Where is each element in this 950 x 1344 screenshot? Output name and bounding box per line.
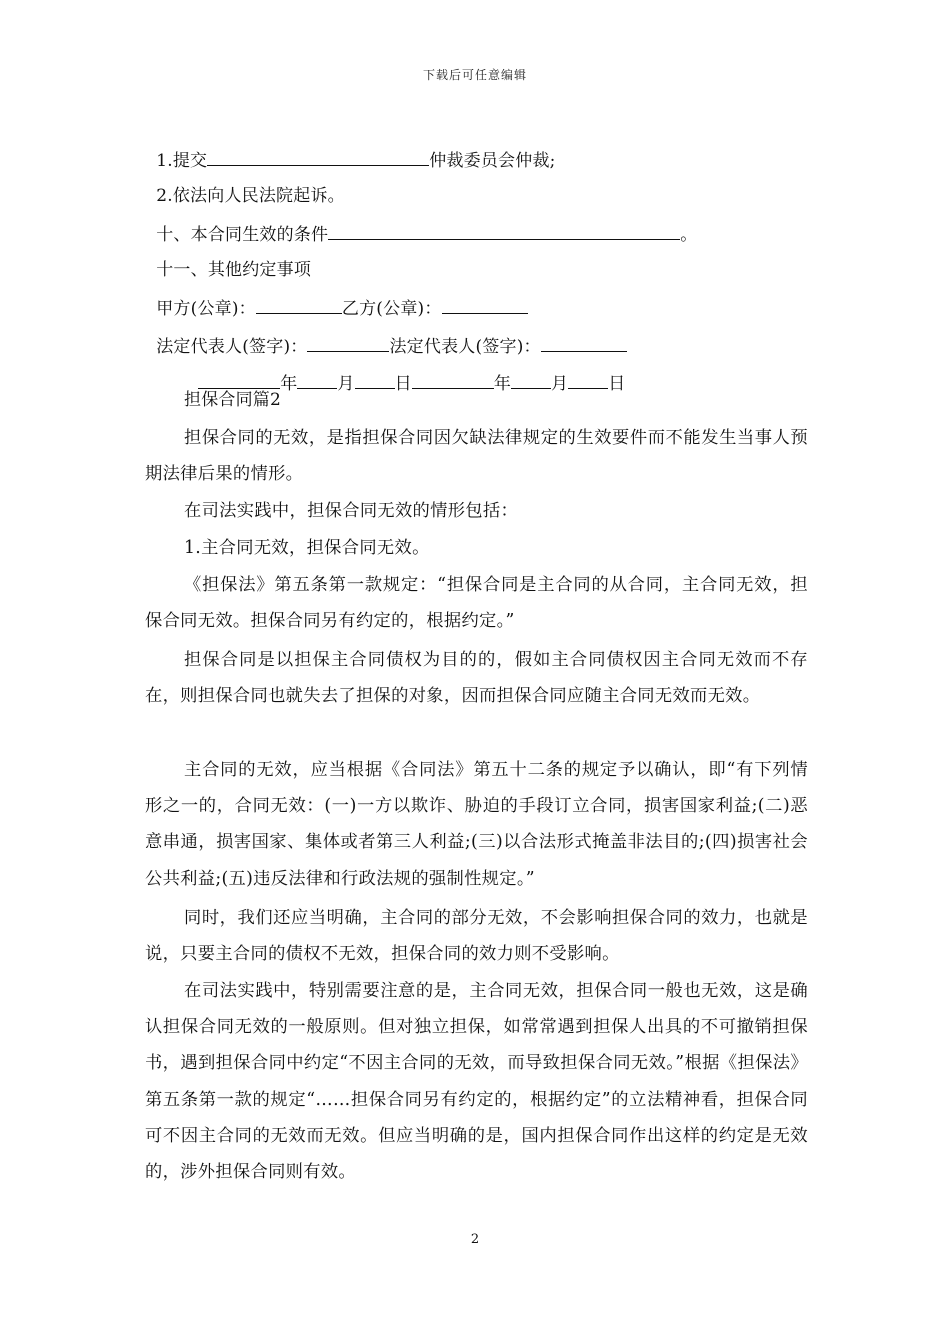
page-number: 2 xyxy=(470,1232,480,1247)
year-label: 年 xyxy=(280,374,298,394)
effective-blank[interactable] xyxy=(328,223,680,240)
paragraph-8: 在司法实践中，特别需要注意的是，主合同无效，担保合同一般也无效，这是确认担保合同无效的一般原则。但对独立担保，如常常遇到担保人出具的不可撤销担保书，遇到担保合同中约定“不因主合同的无效，而导致担保合同无效。”根据《担保法》第五条第一款的规定“……担保合同另有约定的，根据约定”的立法精神看，担保合同可不因主合同的无效而无效。但应当明确的是，国内担保合同作出这样的约定是无效的，涉外担保合同则有效。 xyxy=(145,981,808,1183)
date-b-month-blank[interactable] xyxy=(511,372,551,389)
arbitration-suffix: 仲裁委员会仲裁; xyxy=(429,151,556,171)
date-a-day-blank[interactable] xyxy=(355,372,395,389)
rep-b-label: 法定代表人(签字)： xyxy=(389,337,541,357)
form-line-other-matters xyxy=(145,240,311,280)
page-header: 下载后可任意编辑 xyxy=(422,68,527,82)
paragraph-6: 主合同的无效，应当根据《合同法》第五十二条的规定予以确认，即“有下列情形之一的，合同无效：(一)一方以欺诈、胁迫的手段订立合同，损害国家利益;(二)恶意串通，损害国家、集体或者第三人利益;(三)以合法形式掩盖非法目的;(四)损害社会公共利益;(五)违反法律和行政法规的强制性规定。” xyxy=(145,760,808,889)
paragraph-2: 在司法实践中，担保合同无效的情形包括： xyxy=(184,501,519,521)
form-line-arbitration xyxy=(145,129,556,171)
other-matters-text: 十一、其他约定事项 xyxy=(156,260,312,280)
effective-suffix: 。 xyxy=(680,225,698,245)
paragraph-7: 同时，我们还应当明确，主合同的部分无效，不会影响担保合同的效力，也就是说，只要主合同的债权不无效，担保合同的效力则不受影响。 xyxy=(145,908,808,965)
form-line-seals xyxy=(145,277,528,319)
date-b-year-blank[interactable] xyxy=(412,372,494,389)
rep-a-label: 法定代表人(签字)： xyxy=(156,337,308,357)
effective-label: 十、本合同生效的条件 xyxy=(156,225,329,245)
date-a-year-blank[interactable] xyxy=(198,372,280,389)
paragraph-1: 担保合同的无效，是指担保合同因欠缺法律规定的生效要件而不能发生当事人预期法律后果的情形。 xyxy=(145,428,808,485)
rep-b-blank[interactable] xyxy=(541,335,627,352)
party-b-label: 乙方(公章)： xyxy=(341,299,442,319)
rep-a-blank[interactable] xyxy=(307,335,389,352)
form-line-representatives xyxy=(145,315,627,357)
form-line-dates xyxy=(187,352,625,394)
paragraph-5: 担保合同是以担保主合同债权为目的的，假如主合同债权因主合同无效而不存在，则担保合同也就失去了担保的对象，因而担保合同应随主合同无效而无效。 xyxy=(145,650,808,707)
year-label: 年 xyxy=(493,374,512,394)
arbitration-blank[interactable] xyxy=(207,149,429,166)
paragraph-4: 《担保法》第五条第一款规定：“担保合同是主合同的从合同，主合同无效，担保合同无效。担保合同另有约定的，根据约定。” xyxy=(145,575,808,632)
date-b-day-blank[interactable] xyxy=(568,372,608,389)
party-a-blank[interactable] xyxy=(256,297,342,314)
day-label: 日 xyxy=(394,374,412,394)
arbitration-label: 1.提交 xyxy=(156,151,208,171)
month-label: 月 xyxy=(551,374,569,394)
form-line-effective-conditions xyxy=(145,203,697,245)
month-label: 月 xyxy=(337,374,355,394)
day-label: 日 xyxy=(608,374,626,394)
lawsuit-text: 2.依法向人民法院起诉。 xyxy=(156,186,345,206)
date-a-month-blank[interactable] xyxy=(297,372,337,389)
paragraph-3: 1.主合同无效，担保合同无效。 xyxy=(184,538,430,558)
section-title: 担保合同篇2 xyxy=(184,390,282,410)
party-a-label: 甲方(公章)： xyxy=(156,299,256,319)
party-b-blank[interactable] xyxy=(442,297,528,314)
form-line-lawsuit xyxy=(145,166,345,206)
